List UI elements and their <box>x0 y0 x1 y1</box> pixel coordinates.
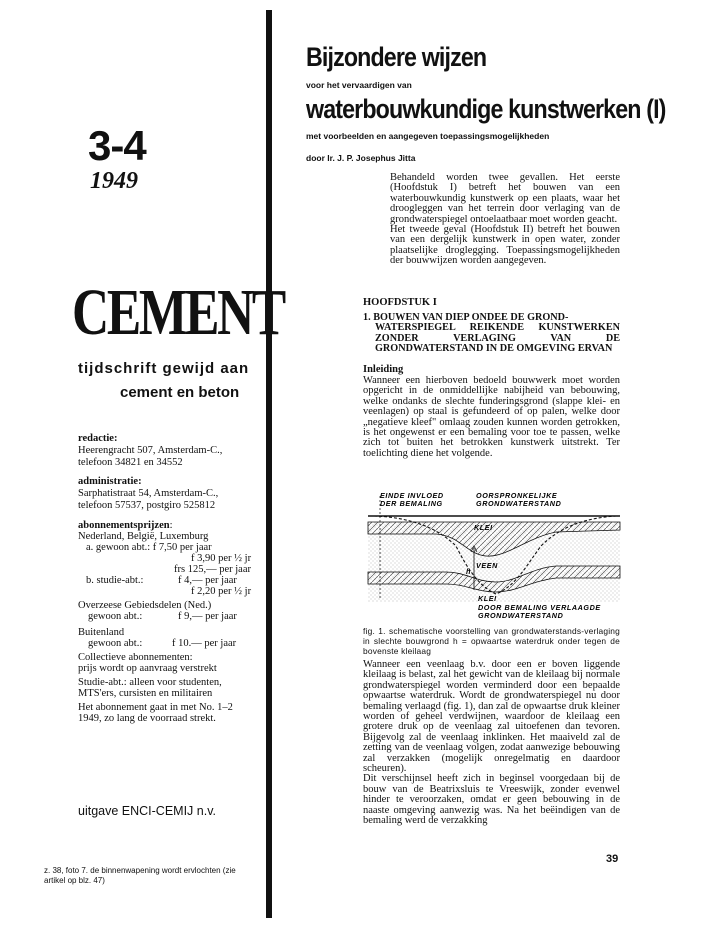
subscription-buitenland-price: f 10.— per jaar <box>172 638 237 649</box>
chapter-heading: HOOFDSTUK I <box>363 297 437 308</box>
article-title-line-1: Bijzondere wijzen <box>306 42 487 72</box>
article-subtitle-1: voor het vervaardigen van <box>306 80 412 90</box>
subscription-block <box>78 520 258 724</box>
abstract-paragraph-2: Het tweede geval (Hoofdstuk II) betreft het bouwen van een dergelijk kunstwerk in open water, zonder plaatselijke droglegging. Toepassingsmogelijkheden der bouwwijzen worden aangegeven. <box>390 224 620 267</box>
fig-label-h: h <box>466 567 471 576</box>
subscription-a-half: f 3,90 per ½ jr <box>191 553 252 564</box>
section-heading <box>363 313 620 355</box>
subscription-b-label: b. studie-abt.: <box>86 575 144 586</box>
section-heading-line-1: BOUWEN VAN DIEP ONDEE DE GROND- <box>373 312 569 323</box>
redactie-address: Heerengracht 507, Amsterdam-C., <box>78 445 223 456</box>
article-subtitle-2: met voorbeelden en aangegeven toepassingsmogelijkheden <box>306 131 550 141</box>
subscription-overzee-price: f 9,— per jaar <box>178 611 237 622</box>
masthead-title: CEMENT <box>72 276 284 349</box>
publisher: uitgave ENCI-CEMIJ n.v. <box>78 804 217 818</box>
administratie-phone: telefoon 57537, postgiro 525812 <box>78 500 216 511</box>
abstract-paragraph-1: Behandeld worden twee gevallen. Het eerste (Hoofdstuk I) betreft het bouwen van een waterbouwkundig kunstwerk op een plaats, waar het droogleggen van het terrein door verlaging van de grondwaterspiegel ontoelaatbaar moet worden geacht. <box>390 172 620 225</box>
fig-label-klei-top: KLEI <box>474 523 493 532</box>
tagline-line-1: tijdschrift gewijd aan <box>78 360 250 377</box>
issue-year: 1949 <box>90 168 138 194</box>
administratie-heading: administratie: <box>78 476 142 487</box>
article-title-line-2: waterbouwkundige kunstwerken (I) <box>306 94 666 124</box>
figure-caption: fig. 1. schematische voorstelling van grondwaterstands-verlaging in slechte bouwgrond h = opwaartse waterdruk onder tegen de bovenste kleilaag <box>363 626 620 656</box>
fig-label-veen: VEEN <box>476 561 498 570</box>
fig-label-original-2: GRONDWATERSTAND <box>476 499 562 508</box>
body-text <box>363 660 620 827</box>
intro-paragraph: Wanneer een hierboven bedoeld bouwwerk moet worden opgericht in de onmiddellijke nabijheid van bebouwing, welke ondanks de slechte funderingsgrond (slappe klei- en veenlagen) op staal is gefundeerd of op palen, welke door „negatieve kleef" omlaag zouden kunnen worden getrokken, is het ongewenst er een bemaling voor toe te passen, welke zich tot buiten het betrokken kunstwerk uitstrekt. Ter toelichting diene het volgende. <box>363 375 620 459</box>
fig-label-original-1: OORSPRONKELIJKE <box>476 491 558 500</box>
redactie-heading: redactie: <box>78 433 118 444</box>
subscription-region-overzee: Overzeese Gebiedsdelen (Ned.) <box>78 600 212 611</box>
fig-label-lowered-1: DOOR BEMALING VERLAAGDE <box>478 603 601 612</box>
article-abstract <box>390 173 620 267</box>
student-line-2: MTS'ers, cursisten en militairen <box>78 688 213 699</box>
fig-label-end-influence-1: EINDE INVLOED <box>380 491 444 500</box>
vertical-divider <box>266 10 272 918</box>
redactie-phone: telefoon 34821 en 34552 <box>78 457 183 468</box>
section-number: 1. <box>363 312 371 323</box>
fig-label-lowered-2: GRONDWATERSTAND <box>478 611 564 620</box>
collective-text: prijs wordt op aanvraag verstrekt <box>78 663 217 674</box>
body-paragraph-2: Dit verschijnsel heeft zich in beginsel voorgedaan bij de bouw van de Beatrixsluis te Vreeswijk, zonder evenwel hinder te veroorzaken, omdat er geen bebouwing in de naaste omgeving aanwezig was. Na het beëindigen van de bemaling werd de verzakking <box>363 773 620 827</box>
administratie-address: Sarphatistraat 54, Amsterdam-C., <box>78 488 219 499</box>
section-heading-rest: WATERSPIEGEL REIKENDE KUNSTWERKEN ZONDER VERLAGING VAN DE GRONDWATERSTAND IN DE OMGEVING ERVAN <box>375 322 620 355</box>
subscription-b-half: f 2,20 per ½ jr <box>191 586 252 597</box>
fig-label-klei-bottom: KLEI <box>478 594 497 603</box>
collective-heading: Collectieve abonnementen: <box>78 652 193 663</box>
photo-footnote: z. 38, foto 7. de binnenwapening wordt ervlochten (zie artikel op blz. 47) <box>44 866 236 885</box>
subscription-overzee-label: gewoon abt.: <box>88 611 143 622</box>
student-line-1: Studie-abt.: alleen voor studenten, <box>78 677 222 688</box>
page-number: 39 <box>606 853 619 865</box>
subscription-b-price: f 4,— per jaar <box>178 575 237 586</box>
subscription-heading-colon: : <box>169 520 173 531</box>
administratie-block <box>78 476 258 512</box>
body-paragraph-1: Wanneer een veenlaag b.v. door een er boven liggende kleilaag is belast, zal het gewicht van de kleilaag bij normale grondwaterspiegel worden verminderd door een bepaalde opwaartse waterdruk. Wordt de grondwaterspiegel nu door bemaling verlaagd (fig. 1), dan zal de opwaartse druk kleiner worden of geheel verdwijnen, waardoor de kleilaag een grotere druk op de veenlaag zal uitoefenen dan tevoren. Bijgevolg zal de veenlaag inklinken. Het maaiveld zal de zetting van de veenlaag volgen, zodat aanwezige bebouwing zal verzakken (mogelijk onregelmatig en daardoor scheuren). <box>363 659 620 775</box>
subscription-region-nl: Nederland, België, Luxemburg <box>78 531 209 542</box>
start-line-2: 1949, zo lang de voorraad strekt. <box>78 713 216 724</box>
tagline-line-2: cement en beton <box>120 384 240 401</box>
subscription-buitenland-label: gewoon abt.: <box>88 638 143 649</box>
subscription-a-line: a. gewoon abt.: f 7,50 per jaar <box>86 542 212 553</box>
subscription-a-frs: frs 125,— per jaar <box>174 564 251 575</box>
article-author: door Ir. J. P. Josephus Jitta <box>306 153 416 163</box>
start-line-1: Het abonnement gaat in met No. 1–2 <box>78 702 233 713</box>
figure-groundwater-diagram <box>366 486 622 622</box>
redactie-block <box>78 433 258 469</box>
intro-heading: Inleiding <box>363 364 404 375</box>
fig-label-end-influence-2: DER BEMALING <box>380 499 443 508</box>
issue-number: 3-4 <box>88 122 146 169</box>
subscription-region-buitenland: Buitenland <box>78 627 125 638</box>
subscription-heading: abonnementsprijzen <box>78 520 170 531</box>
